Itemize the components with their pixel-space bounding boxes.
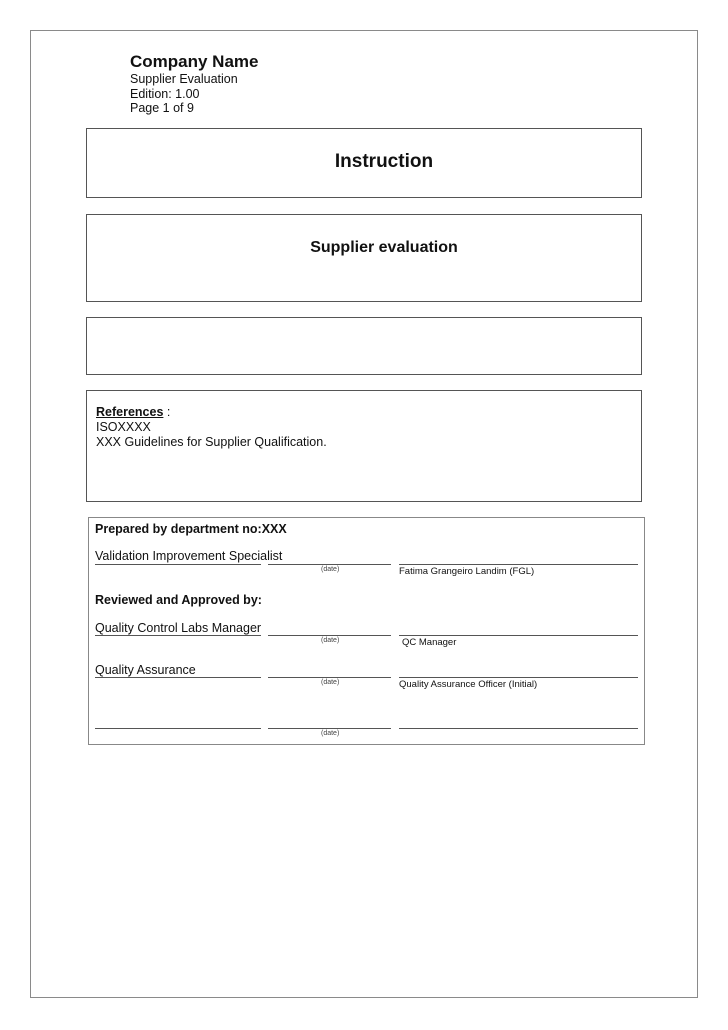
date-line [268, 564, 391, 565]
reviewed-by-label: Reviewed and Approved by: [95, 593, 262, 607]
date-line [268, 677, 391, 678]
subject-box [86, 214, 642, 302]
date-label: (date) [321, 637, 340, 644]
company-name: Company Name [130, 52, 259, 71]
page-number: Page 1 of 9 [130, 101, 194, 115]
reference-item: XXX Guidelines for Supplier Qualification. [96, 435, 327, 449]
date-label: (date) [321, 730, 340, 737]
date-line [268, 635, 391, 636]
role-line [95, 677, 261, 678]
title-box [86, 128, 642, 198]
role-line [95, 635, 261, 636]
reference-item: ISOXXXX [96, 420, 151, 434]
signature-line [399, 635, 638, 636]
prepared-by-label: Prepared by department no:XXX [95, 522, 287, 536]
date-label: (date) [321, 566, 340, 573]
edition: Edition: 1.00 [130, 86, 200, 101]
signatory-role: Validation Improvement Specialist [95, 549, 283, 563]
document-header [130, 52, 258, 116]
document-title: Supplier Evaluation [130, 72, 238, 86]
date-label: (date) [321, 679, 340, 686]
signatory-role: Quality Assurance [95, 663, 196, 677]
references-box [86, 390, 642, 502]
document-type-title: Instruction [334, 151, 434, 172]
signature-line [399, 728, 638, 729]
subject-title: Supplier evaluation [310, 239, 458, 256]
signature-line [399, 677, 638, 678]
signatory-name: QC Manager [402, 637, 457, 648]
date-line [268, 728, 391, 729]
role-line [95, 728, 261, 729]
signature-table [88, 517, 645, 745]
empty-box [86, 317, 642, 375]
signatory-name: Fatima Grangeiro Landim (FGL) [399, 566, 535, 577]
references-label: References [96, 405, 164, 419]
role-line [95, 564, 261, 565]
signatory-name: Quality Assurance Officer (Initial) [399, 679, 538, 690]
signature-line [399, 564, 638, 565]
signatory-role: Quality Control Labs Manager [95, 621, 262, 635]
references-colon: : [163, 405, 171, 419]
